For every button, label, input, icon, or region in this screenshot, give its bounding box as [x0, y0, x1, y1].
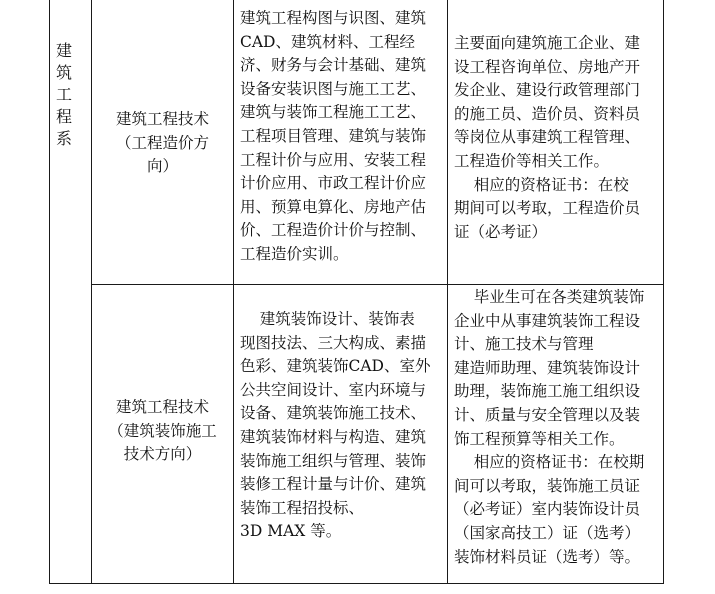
- major-line: 建筑工程技术: [115, 110, 209, 128]
- row-divider: [91, 284, 664, 285]
- employment-cell: 主要面向建筑施工企业、建 设工程咨询单位、房地产开 发企业、建设行政管理部门 的施工员、造价员、资料员 等岗位从事建筑工程管理、 工程造价等相关工作。 相应的资格证书：在校 期间可以考取，工程造价员 证（必考证）: [454, 34, 641, 241]
- courses-cell: 建筑装饰设计、装饰表 现图技法、三大构成、素描 色彩、建筑装饰CAD、室外 公共空间设计、室内环境与 设备、建筑装饰施工技术、 建筑装饰材料与构造、建筑 装饰施工组织与管理、装饰 装修工程计量与计价、建筑 装饰工程招投标、 3D MAX 等。: [240, 310, 431, 541]
- table-border-bottom: [49, 583, 664, 584]
- courses-cell: 建筑工程构图与识图、建筑 CAD、建筑材料、工程经 济、财务与会计基础、建筑 设备安装识图与施工工艺、 建筑与装饰工程施工工艺、 工程项目管理、建筑与装饰 工程计价与应用、安装工程 计价应用、市政工程计价应 用、预算电算化、房地产估 价、工程造价计价与控制、 工程造价实训。: [240, 9, 427, 263]
- major-name: [92, 396, 233, 467]
- department-label: 建筑工程系: [55, 41, 72, 148]
- major-line: 建筑工程技术: [115, 398, 209, 416]
- major-name: [92, 108, 233, 179]
- table-border-right: [663, 0, 664, 583]
- employment-cell: 毕业生可在各类建筑装饰 企业中从事建筑装饰工程设 计、施工技术与管理 建造师助理、建筑装饰设计 助理，装饰施工施工组织设 计、质量与安全管理以及装 饰工程预算等相关工作。 相应的资格证书：在校期 间可以考取，装饰施工员证 （必考证）室内装饰设计员 （国家高技工）证（选考） 装饰材料员证（选考）等。: [454, 288, 645, 566]
- major-line: 向）: [146, 157, 178, 176]
- major-line: （工程造价方: [115, 133, 209, 152]
- column-divider-courses: [447, 0, 448, 583]
- column-divider-major: [233, 0, 234, 583]
- column-divider-dept: [91, 0, 92, 583]
- major-line: （建筑装饰施工: [108, 421, 217, 440]
- table-border-left: [49, 0, 50, 583]
- major-line: 技术方向）: [123, 445, 202, 464]
